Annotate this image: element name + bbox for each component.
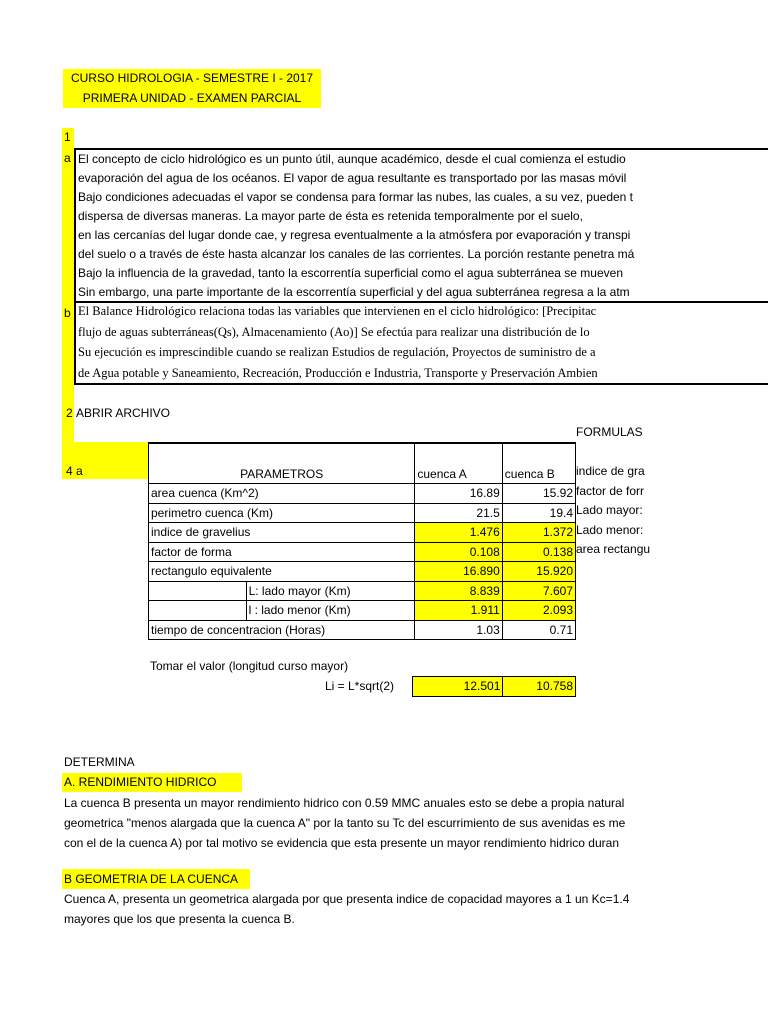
cell-cuenca-a: 8.839 — [415, 581, 502, 601]
section-a-line: con el de la cuenca A) por tal motivo se evidencia que esta presente un mayor rendimiento hidrico duran — [64, 836, 619, 850]
question-1a-marker: a — [64, 151, 71, 165]
section-a-title: A. RENDIMIENTO HIDRICO — [62, 773, 242, 792]
cell-cuenca-b: 15.920 — [502, 562, 575, 582]
cell-cuenca-a: 12.501 — [413, 677, 503, 697]
row-label: l : lado menor (Km) — [246, 601, 415, 621]
longitud-table — [412, 676, 576, 697]
q1a-line: Bajo la influencia de la gravedad, tanto la escorrentía superficial como el agua subterránea se mueven — [78, 266, 623, 280]
cell-cuenca-a: 21.5 — [415, 503, 502, 523]
question-4a-label: 4 a — [66, 464, 83, 478]
formulas-title: FORMULAS — [576, 425, 643, 439]
header-parametros: PARAMETROS — [149, 443, 415, 484]
question-1b-answer — [74, 301, 768, 385]
row-label: area cuenca (Km^2) — [149, 484, 415, 504]
section-a-text — [64, 793, 768, 853]
cell-cuenca-a: 1.911 — [415, 601, 502, 621]
row-label: L: lado mayor (Km) — [246, 581, 415, 601]
row-label: tiempo de concentracion (Horas) — [149, 620, 415, 640]
cell-cuenca-b: 0.138 — [502, 542, 575, 562]
cell-cuenca-a: 16.890 — [415, 562, 502, 582]
q1a-line: Sin embargo, una parte importante de la escorrentía superficial y del agua subterránea regresa a la atm — [78, 285, 630, 299]
cell-cuenca-a: 16.89 — [415, 484, 502, 504]
cell-cuenca-b: 19.4 — [502, 503, 575, 523]
question-2-number: 2 — [66, 406, 73, 420]
table-row — [149, 484, 576, 504]
row-label: rectangulo equivalente — [149, 562, 415, 582]
row-label: factor de forma — [149, 542, 415, 562]
section-a-line: La cuenca B presenta un mayor rendimiento hidrico con 0.59 MMC anuales esto se debe a propia natural — [64, 796, 625, 810]
table-row — [149, 601, 576, 621]
parameters-table — [148, 442, 576, 640]
question-1b-marker: b — [64, 306, 71, 320]
q1b-line: El Balance Hidrológico relaciona todas las variables que intervienen en el ciclo hidrológico: [Precipitac — [78, 304, 597, 318]
question-1-number: 1 — [64, 130, 71, 144]
cell-cuenca-b: 0.71 — [502, 620, 575, 640]
section-b-line: mayores que los que presenta la cuenca B. — [64, 912, 295, 926]
section-b-title: B GEOMETRIA DE LA CUENCA — [62, 869, 250, 889]
table-row — [149, 620, 576, 640]
q1a-line: del suelo o a través de éste hasta alcanzar los canales de las corrientes. La porción restante penetra má — [78, 247, 635, 261]
table-header-row — [149, 443, 576, 484]
header-cuenca-b: cuenca B — [502, 443, 575, 484]
header-cuenca-a: cuenca A — [415, 443, 502, 484]
table-row — [413, 677, 576, 697]
formula-item: indice de gra — [576, 464, 645, 478]
indent-cell — [149, 601, 247, 621]
formula-item: Lado menor: — [576, 522, 644, 537]
table-row — [149, 503, 576, 523]
cell-cuenca-a: 1.03 — [415, 620, 502, 640]
section-b-line: Cuenca A, presenta un geometrica alargada por que presenta indice de copacidad mayores a 1 un Kc=1.4 — [64, 892, 630, 906]
section-a-line: geometrica "menos alargada que la cuenca A" por la tanto su Tc del escurrimiento de sus avenidas es me — [64, 816, 626, 830]
longitud-note: Tomar el valor (longitud curso mayor) — [150, 659, 349, 673]
cell-cuenca-b: 2.093 — [502, 601, 575, 621]
table-row — [149, 542, 576, 562]
cell-cuenca-b: 10.758 — [503, 677, 576, 697]
q1a-line: El concepto de ciclo hidrológico es un punto útil, aunque académico, desde el cual comienza el estudio — [78, 152, 626, 166]
q1b-line: flujo de aguas subterráneas(Qs), Almacenamiento (Ao)] Se efectúa para realizar una distribución de lo — [78, 324, 590, 339]
q1a-line: en las cercanías del lugar donde cae, y regresa eventualmente a la atmósfera por evaporación y transpi — [78, 228, 631, 242]
cell-cuenca-b: 7.607 — [502, 581, 575, 601]
table-row — [149, 523, 576, 543]
exam-title: PRIMERA UNIDAD - EXAMEN PARCIAL — [63, 88, 321, 108]
row-label: perimetro cuenca (Km) — [149, 503, 415, 523]
formula-item: factor de forr — [576, 483, 645, 498]
formula-item: Lado mayor: — [576, 503, 643, 517]
longitud-formula: Li = L*sqrt(2) — [324, 679, 394, 693]
section-b-text — [64, 889, 768, 929]
determina-title: DETERMINA — [64, 755, 135, 769]
open-file-label: ABRIR ARCHIVO — [76, 406, 171, 420]
question-1a-answer — [74, 148, 768, 303]
cell-cuenca-b: 1.372 — [502, 523, 575, 543]
cell-cuenca-a: 1.476 — [415, 523, 502, 543]
formula-item: area rectangu — [576, 542, 651, 556]
question-marker-bar — [62, 128, 74, 442]
q1a-line: evaporación del agua de los océanos. El vapor de agua resultante es transportado por las masas móvil — [78, 171, 627, 185]
q1a-line: dispersa de diversas maneras. La mayor parte de ésta es retenida temporalmente por el suelo, — [78, 209, 583, 223]
table-row — [149, 562, 576, 582]
indent-cell — [149, 581, 247, 601]
formulas-list — [576, 462, 768, 562]
q1b-line: de Agua potable y Saneamiento, Recreación, Producción e Industria, Transporte y Preservación Ambien — [78, 365, 598, 380]
course-title: CURSO HIDROLOGIA - SEMESTRE I - 2017 — [63, 69, 321, 88]
cell-cuenca-a: 0.108 — [415, 542, 502, 562]
q1a-line: Bajo condiciones adecuadas el vapor se condensa para formar las nubes, las cuales, a su vez, pueden t — [78, 190, 634, 204]
row-label: indice de gravelius — [149, 523, 415, 543]
cell-cuenca-b: 15.92 — [502, 484, 575, 504]
table-row — [149, 581, 576, 601]
q1b-line: Su ejecución es imprescindible cuando se realizan Estudios de regulación, Proyectos de suministro de a — [78, 345, 596, 359]
